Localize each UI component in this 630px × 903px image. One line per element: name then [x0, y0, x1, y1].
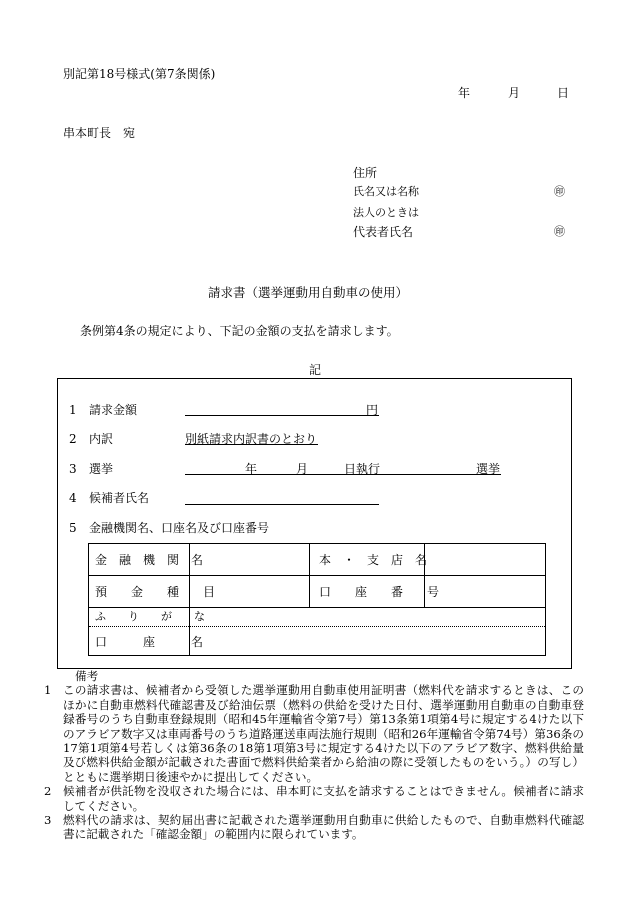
candidate-underline[interactable]	[185, 504, 379, 505]
amount-label: 請求金額	[89, 403, 138, 417]
note-text: 候補者が供託物を没収された場合には、串本町に支払を請求することはできません。候補者に請求してください。	[63, 784, 584, 813]
address-label: 住所	[353, 166, 378, 180]
furigana-label: ふ り が な	[95, 610, 205, 623]
notes-section	[44, 669, 584, 842]
seal-mark-name: ㊞	[554, 185, 565, 198]
branch-input[interactable]	[424, 544, 544, 575]
election-year-label: 年	[245, 462, 258, 476]
date-month-label: 月	[508, 86, 521, 100]
addressee: 串本町長 宛	[63, 126, 136, 140]
breakdown-value: 別紙請求内訳書のとおり	[185, 432, 318, 446]
candidate-label: 候補者氏名	[89, 491, 150, 505]
amount-underline[interactable]	[185, 415, 379, 416]
item-number-2: 2	[69, 432, 77, 446]
election-label: 選挙	[89, 462, 114, 476]
note-item	[44, 683, 584, 784]
account-name-label: 口 座 名	[95, 635, 204, 649]
note-number: 1	[44, 683, 52, 698]
intro-text: 条例第4条の規定により、下記の金額の支払を請求します。	[80, 324, 399, 338]
seal-mark-representative: ㊞	[554, 225, 565, 238]
document-title: 請求書（選挙運動用自動車の使用）	[208, 285, 409, 300]
date-day-label: 日	[557, 86, 570, 100]
item-number-1: 1	[69, 403, 77, 417]
election-day-label: 日執行	[344, 462, 381, 476]
date-year-label: 年	[458, 86, 471, 100]
account-number-label: 口 座 番 号	[319, 585, 440, 599]
note-item	[44, 813, 584, 842]
bank-label: 金融機関名、口座名及び口座番号	[89, 521, 270, 535]
note-text: この請求書は、候補者から受領した選挙運動用自動車使用証明書（燃料代を請求するときは、このほかに自動車燃料代確認書及び給油伝票（燃料の供給を受けた日付、選挙運動用自動車の自動車登録番号のうち自動車登録規則（昭和45年運輸省令第7号）第13条第1項第4号に規定する4けた以下のアラビア数字又は車両番号のうち道路運送車両法施行規則（昭和26年運輸省令第74号）第36条の17第1項第4号若しくは第36条の18第1項第3号に規定する4けた以下のアラビア数字、燃料供給量及び燃料供給金額が記載された書面で燃料供給業者から給油の際に受領したものをいう。）の写し）とともに選挙期日後速やかに提出してください。	[63, 683, 584, 784]
note-text: 燃料代の請求は、契約届出書に記載された選挙運動用自動車に供給したもので、自動車燃料代確認書に記載された「確認金額」の範囲内に限られています。	[63, 813, 584, 842]
table-col-divider	[309, 544, 310, 607]
breakdown-underline	[185, 444, 318, 445]
account-number-input[interactable]	[424, 575, 544, 607]
breakdown-label: 内訳	[89, 432, 114, 446]
bank-table	[88, 543, 546, 656]
amount-unit: 円	[366, 403, 379, 417]
election-month-label: 月	[296, 462, 309, 476]
form-number: 別記第18号様式(第7条関係)	[63, 67, 216, 81]
item-number-3: 3	[69, 462, 77, 476]
note-item	[44, 784, 584, 813]
account-name-input[interactable]	[189, 626, 544, 655]
item-number-4: 4	[69, 491, 77, 505]
deposit-type-input[interactable]	[189, 575, 309, 607]
name-label: 氏名又は名称	[353, 185, 419, 198]
note-number: 3	[44, 813, 52, 828]
branch-label: 本 ・ 支 店 名	[319, 553, 428, 567]
notes-heading: 備考	[75, 669, 99, 683]
institution-label: 金 融 機 関 名	[95, 553, 204, 567]
deposit-type-label: 預 金 種 目	[95, 585, 216, 599]
corporate-label: 法人のときは	[353, 206, 419, 219]
institution-input[interactable]	[189, 544, 309, 575]
election-suffix: 選挙	[476, 462, 501, 476]
furigana-input[interactable]	[189, 607, 544, 626]
ki-mark: 記	[309, 363, 322, 377]
note-number: 2	[44, 784, 52, 799]
representative-label: 代表者氏名	[353, 225, 414, 239]
item-number-5: 5	[69, 521, 77, 535]
election-underline[interactable]	[185, 474, 501, 475]
